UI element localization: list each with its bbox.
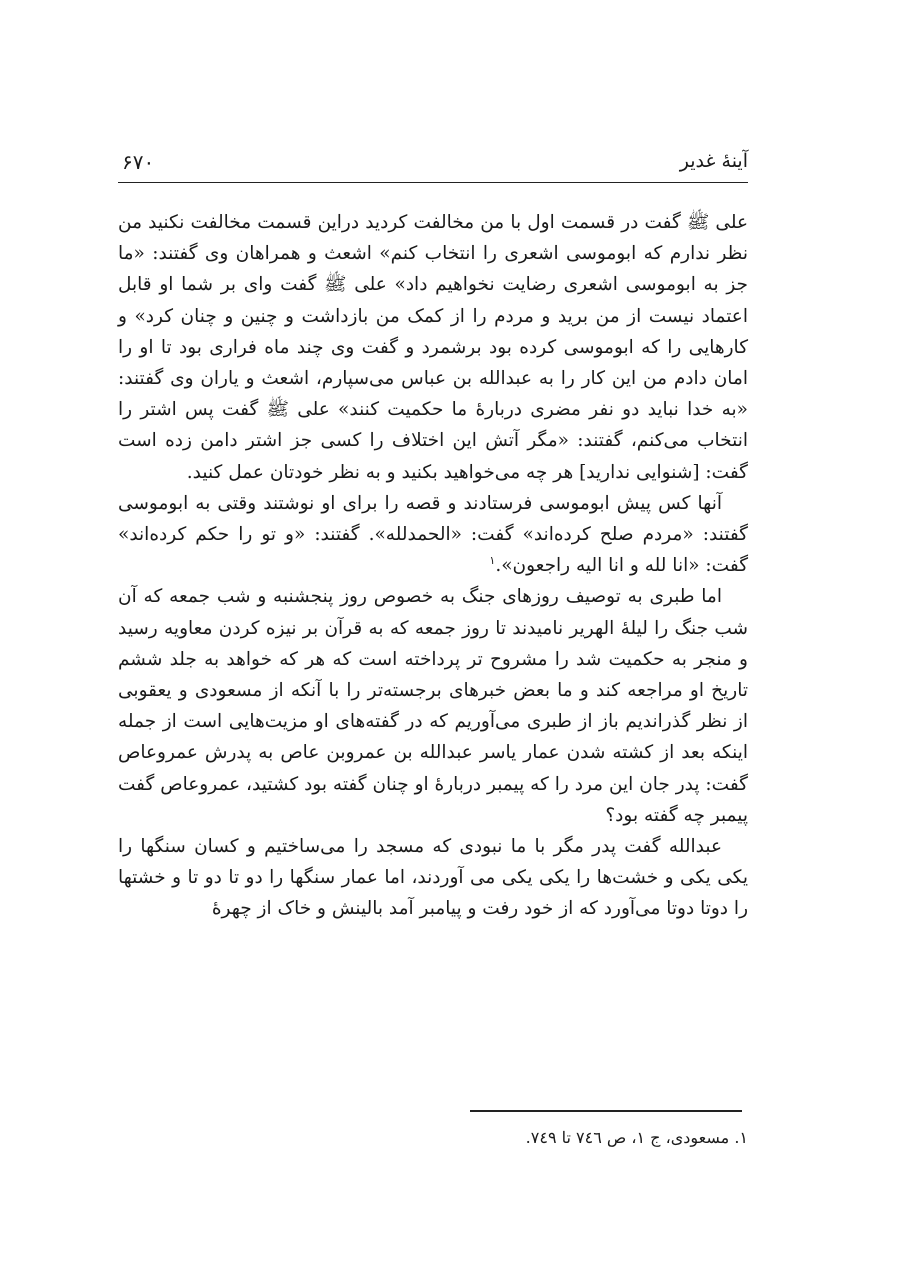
running-header — [118, 150, 748, 176]
paragraph-2 — [118, 488, 748, 582]
footnote: ۱. مسعودی، ج ۱، ص ۷٤٦ تا ۷٤۹. — [525, 1128, 748, 1147]
paragraph-1: علی ﷺ گفت در قسمت اول با من مخالفت کردید دراین قسمت مخالفت نکنید من نظر ندارم که ابوموسی اشعری را انتخاب کنم» اشعث و همراهان وی گفتند: «ما جز به ابوموسی اشعری رضایت نخواهیم داد» علی ﷺ گفت وای بر شما او قابل اعتماد نیست از من برید و مردم را از کمک من بازداشت و چنین و چنان کرد» و کارهایی را که ابوموسی کرده بود برشمرد و گفت وی چند ماه فراری بود تا او را امان دادم من این کار را به عبدالله بن عباس می‌سپارم، اشعث و یاران وی گفتند: «به خدا نباید دو نفر مضری دربارهٔ ما حکمیت کنند» علی ﷺ گفت پس اشتر را انتخاب می‌کنم، گفتند: «مگر آتش این اختلاف را کسی جز اشتر دامن زده است گفت: [شنوایی ندارید] هر چه می‌خواهید بکنید و به نظر خودتان عمل کنید. — [118, 212, 748, 483]
paragraph-4: عبدالله گفت پدر مگر با ما نبودی که مسجد را می‌ساختیم و کسان سنگها را یکی یکی و خشت‌ها را یکی یکی می آوردند، اما عمار سنگها را دو تا دو تا و خشتها را دوتا دوتا می‌آورد که از خود رفت و پیامبر آمد بالینش و خاک از چهرهٔ — [118, 836, 748, 920]
main-text — [118, 207, 748, 925]
book-title: آینهٔ غدیر — [679, 150, 748, 172]
paragraph-2-text: آنها کس پیش ابوموسی فرستادند و قصه را برای او نوشتند وقتی به ابوموسی گفتند: «مردم صلح کرده‌اند» گفت: «الحمدلله». گفتند: «و تو را حکم کرده‌اند» گفت: «انا لله و انا الیه راجعون». — [118, 492, 748, 577]
paragraph-3: اما طبری به توصیف روزهای جنگ به خصوص روز پنجشنبه و شب جمعه که آن شب جنگ را لیلهٔ الهریر نامیدند تا روز جمعه که به قرآن بر نیزه کردن معاویه رسید و منجر به حکمیت شد را مشروح تر پرداخته است که هر که خواهد به جلد ششم تاریخ او مراجعه کند و ما بعض خبرهای برجسته‌تر را با آنکه از مسعودی و یعقوبی از نظر گذراندیم باز از طبری می‌آوریم که در گفته‌های او مزیت‌هایی است از جمله اینکه بعد از کشته شدن عمار یاسر عبدالله بن عمروبن عاص به پدرش عمروعاص گفت: پدر جان این مرد را که پیمبر دربارهٔ او چنان گفته بود کشتید، عمروعاص گفت پیمبر چه گفته بود؟ — [118, 586, 748, 826]
footnote-divider — [470, 1110, 742, 1112]
header-divider — [118, 182, 748, 183]
footnote-marker[interactable]: ۱ — [489, 554, 496, 568]
page-number: ۶۷۰ — [122, 150, 155, 174]
